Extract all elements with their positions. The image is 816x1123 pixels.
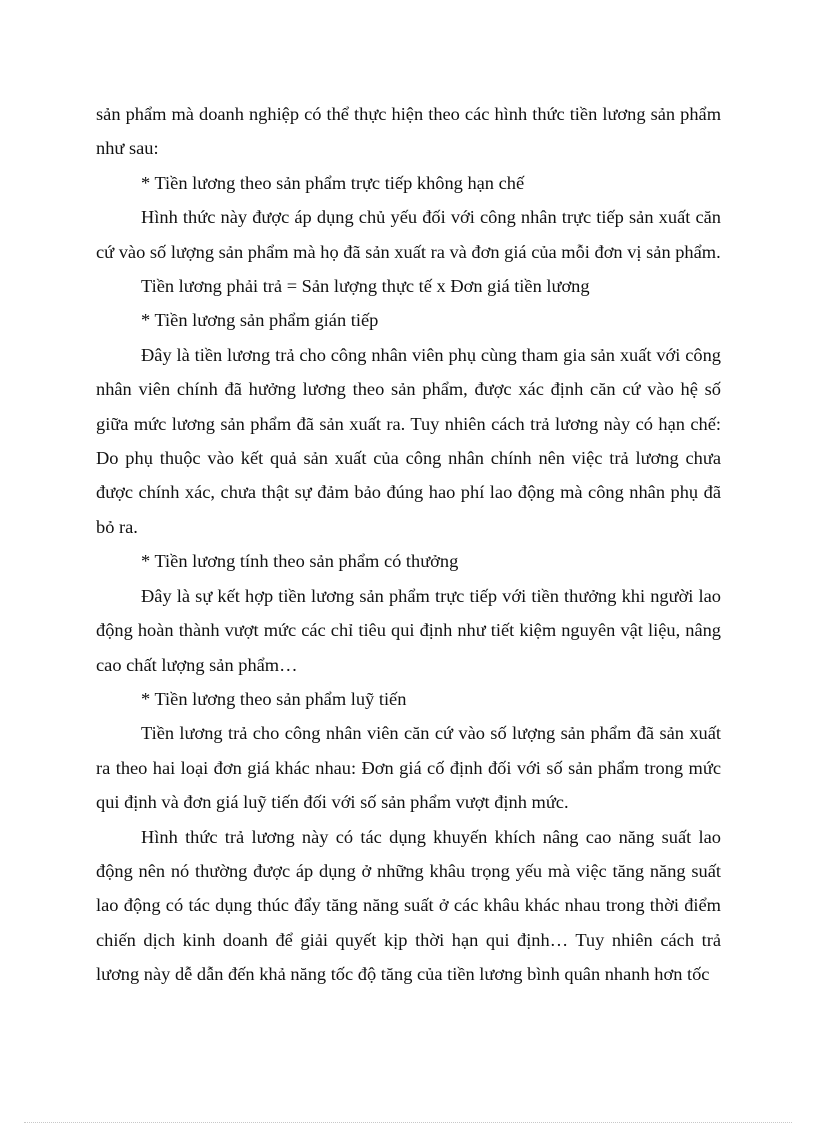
paragraph: Đây là tiền lương trả cho công nhân viên phụ cùng tham gia sản xuất với công nhân viên chính đã hưởng lương theo sản phẩm, được xác định căn cứ vào hệ số giữa mức lương sản phẩm đã sản xuất ra. Tuy nhiên cách trả lương này có hạn chế: Do phụ thuộc vào kết quả sản xuất của công nhân chính nên việc trả lương chưa được chính xác, chưa thật sự đảm bảo đúng hao phí lao động mà công nhân phụ đã bỏ ra. <box>96 344 721 537</box>
paragraph: sản phẩm mà doanh nghiệp có thể thực hiện theo các hình thức tiền lương sản phẩm như sau: <box>96 104 721 159</box>
paragraph: Hình thức này được áp dụng chủ yếu đối với công nhân trực tiếp sản xuất căn cứ vào số lượng sản phẩm mà họ đã sản xuất ra và đơn giá của mỗi đơn vị sản phẩm. <box>96 207 721 262</box>
document-body <box>96 97 721 992</box>
section-heading: * Tiền lương sản phẩm gián tiếp <box>141 310 379 331</box>
section-heading: * Tiền lương theo sản phẩm trực tiếp không hạn chế <box>141 172 525 193</box>
section-heading: * Tiền lương theo sản phẩm luỹ tiến <box>141 688 407 709</box>
section-heading: * Tiền lương tính theo sản phẩm có thưởng <box>141 551 459 572</box>
paragraph: Hình thức trả lương này có tác dụng khuyến khích nâng cao năng suất lao động nên nó thường được áp dụng ở những khâu trọng yếu mà việc tăng năng suất lao động có tác dụng thúc đẩy tăng năng suất ở các khâu khác nhau trong thời điểm chiến dịch kinh doanh để giải quyết kịp thời hạn qui định… Tuy nhiên cách trả lương này dễ dẫn đến khả năng tốc độ tăng của tiền lương bình quân nhanh hơn tốc <box>96 826 721 985</box>
paragraph: Đây là sự kết hợp tiền lương sản phẩm trực tiếp với tiền thưởng khi người lao động hoàn thành vượt mức các chỉ tiêu qui định như tiết kiệm nguyên vật liệu, nâng cao chất lượng sản phẩm… <box>96 585 721 675</box>
paragraph: Tiền lương trả cho công nhân viên căn cứ vào số lượng sản phẩm đã sản xuất ra theo hai loại đơn giá khác nhau: Đơn giá cố định đối với số sản phẩm trong mức qui định và đơn giá luỹ tiến đối với số sản phẩm vượt định mức. <box>96 723 721 813</box>
formula-line: Tiền lương phải trả = Sản lượng thực tế x Đơn giá tiền lương <box>141 276 590 297</box>
